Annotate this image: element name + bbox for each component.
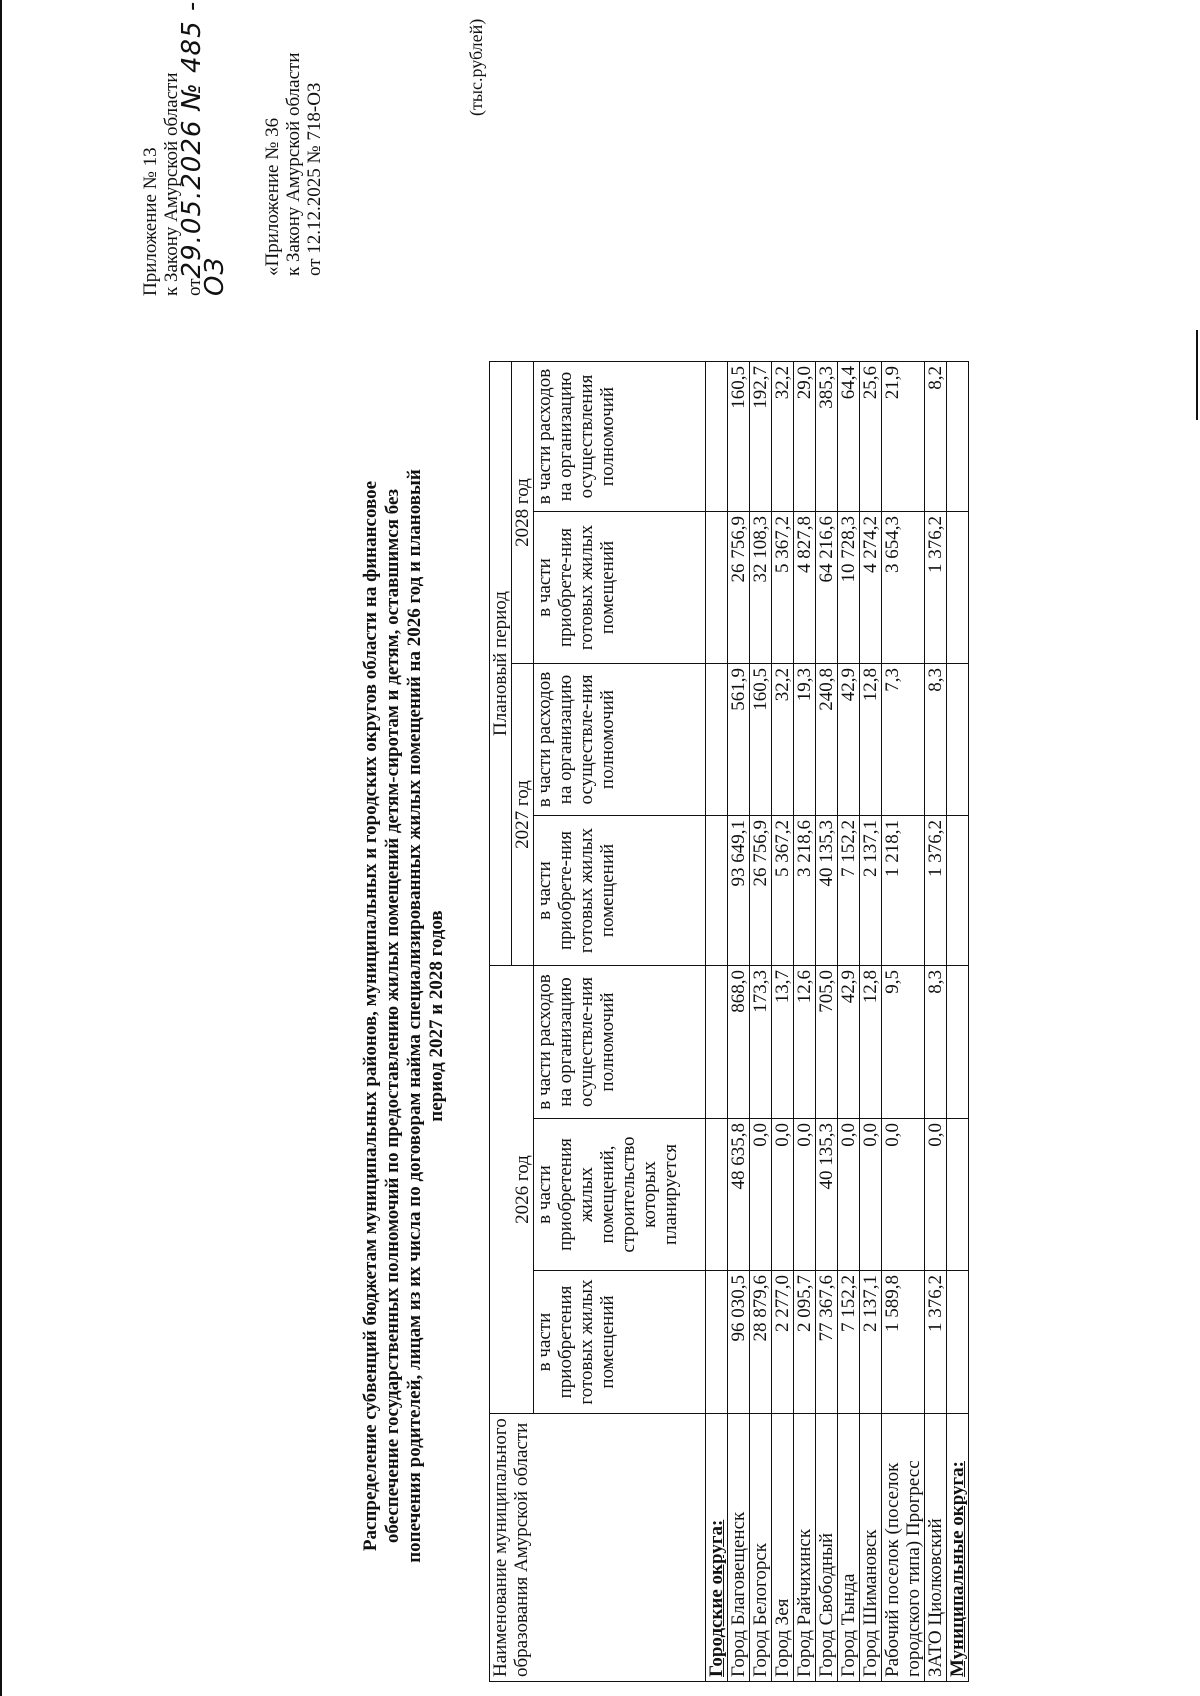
cell-value: 9,5 <box>882 966 925 1119</box>
table-row <box>882 362 925 1682</box>
cell-value: 2 277,0 <box>772 1271 794 1414</box>
cell-value: 4 827,8 <box>794 512 816 664</box>
row-name: Город Благовещенск <box>728 1414 750 1682</box>
cell-value: 26 756,9 <box>728 512 750 664</box>
row-name: Город Райчихинск <box>794 1414 816 1682</box>
table-row <box>860 362 882 1682</box>
cell-value: 2 137,1 <box>860 1271 882 1414</box>
previous-appendix-reference <box>262 53 325 277</box>
table-row <box>925 362 947 1682</box>
cell-value: 64 216,6 <box>816 512 838 664</box>
appendix-number: Приложение № 13 <box>140 147 161 296</box>
table-row <box>750 362 772 1682</box>
title-line: период 2027 и 2028 годов <box>426 910 447 1122</box>
section-row-urban <box>706 362 728 1682</box>
cell-value: 21,9 <box>882 362 925 512</box>
cell-value: 13,7 <box>772 966 794 1119</box>
prev-appendix-law: к Закону Амурской области <box>283 52 304 276</box>
cell-value: 0,0 <box>882 1119 925 1271</box>
cell-value: 8,3 <box>925 664 947 816</box>
cell-value: 7 152,2 <box>838 816 860 966</box>
cell-value: 7 152,2 <box>838 1271 860 1414</box>
cell-value: 96 030,5 <box>728 1271 750 1414</box>
cell-value: 93 649,1 <box>728 816 750 966</box>
title-line: Распределение субвенций бюджетам муниципальных районов, муниципальных и городских округов области на финансовое <box>360 480 381 1552</box>
cell-value: 64,4 <box>838 362 860 512</box>
cell-value: 0,0 <box>925 1119 947 1271</box>
document-title <box>360 396 448 1636</box>
table-row <box>838 362 860 1682</box>
row-name: Город Тында <box>838 1414 860 1682</box>
cell-value: 32 108,3 <box>750 512 772 664</box>
title-line: обеспечение государственных полномочий по предоставлению жилых помещений детям-сиротам и детям, оставшимся без <box>382 488 403 1544</box>
unit-label: (тыс.рублей) <box>466 18 486 116</box>
row-name: ЗАТО Циолковский <box>925 1414 947 1682</box>
cell-value: 2 095,7 <box>794 1271 816 1414</box>
cell-value: 1 376,2 <box>925 816 947 966</box>
header-row-years <box>490 362 512 1682</box>
cell-value: 192,7 <box>750 362 772 512</box>
table-row <box>794 362 816 1682</box>
cell-value: 10 728,3 <box>838 512 860 664</box>
table-row <box>772 362 794 1682</box>
cell-value: 160,5 <box>728 362 750 512</box>
cell-value: 19,3 <box>794 664 816 816</box>
cell-value: 160,5 <box>750 664 772 816</box>
appendix-reference <box>140 0 228 296</box>
cell-value: 12,8 <box>860 966 882 1119</box>
cell-value: 4 274,2 <box>860 512 882 664</box>
prev-appendix-date: от 12.12.2025 № 718-ОЗ <box>304 82 325 276</box>
col-2026-ready-housing: в части приобретения готовых жилых помещений <box>534 1271 706 1414</box>
cell-value: 5 367,2 <box>772 816 794 966</box>
cell-value: 28 879,6 <box>750 1271 772 1414</box>
row-name: Город Свободный <box>816 1414 838 1682</box>
cell-value: 0,0 <box>772 1119 794 1271</box>
name-column-header: Наименование муниципального образования Амурской области <box>490 1414 706 1682</box>
col-2028-organization: в части расходов на организацию осуществления полномочий <box>534 362 706 512</box>
cell-value: 12,8 <box>860 664 882 816</box>
cell-value: 0,0 <box>838 1119 860 1271</box>
planned-period-header: Плановый период <box>490 362 512 966</box>
cell-value: 40 135,3 <box>816 1119 838 1271</box>
cell-value: 1 376,2 <box>925 512 947 664</box>
col-2027-ready-housing: в части приобрете-ния готовых жилых помещений <box>534 816 706 966</box>
cell-value: 1 376,2 <box>925 1271 947 1414</box>
cell-value: 32,2 <box>772 664 794 816</box>
cell-value: 5 367,2 <box>772 512 794 664</box>
subvention-table <box>489 361 969 1682</box>
row-name: Город Шимановск <box>860 1414 882 1682</box>
cell-value: 8,3 <box>925 966 947 1119</box>
cell-value: 240,8 <box>816 664 838 816</box>
cell-value: 561,9 <box>728 664 750 816</box>
scan-edge-right <box>1196 330 1198 420</box>
cell-value: 0,0 <box>750 1119 772 1271</box>
section-row-municipal <box>947 362 969 1682</box>
cell-value: 1 218,1 <box>882 816 925 966</box>
cell-value: 32,2 <box>772 362 794 512</box>
table-row <box>728 362 750 1682</box>
cell-value: 3 218,6 <box>794 816 816 966</box>
year-2027-header: 2027 год <box>512 664 534 966</box>
row-name: Город Белогорск <box>750 1414 772 1682</box>
cell-value: 7,3 <box>882 664 925 816</box>
year-2026-header: 2026 год <box>490 966 534 1414</box>
appendix-law: к Закону Амурской области <box>161 72 182 296</box>
cell-value: 8,2 <box>925 362 947 512</box>
cell-value: 25,6 <box>860 362 882 512</box>
cell-value: 12,6 <box>794 966 816 1119</box>
cell-value: 385,3 <box>816 362 838 512</box>
scan-edge-left <box>0 0 2 1696</box>
title-line: попечения родителей, лицам из их числа по договорам найма специализированных жилых помещений на 2026 год и плановый <box>404 469 425 1563</box>
cell-value: 77 367,6 <box>816 1271 838 1414</box>
table-row <box>816 362 838 1682</box>
cell-value: 1 589,8 <box>882 1271 925 1414</box>
cell-value: 26 756,9 <box>750 816 772 966</box>
row-name: Рабочий поселок (поселок городского типа) Прогресс <box>882 1414 925 1682</box>
cell-value: 3 654,3 <box>882 512 925 664</box>
cell-value: 705,0 <box>816 966 838 1119</box>
col-2028-ready-housing: в части приобрете-ния готовых жилых помещений <box>534 512 706 664</box>
row-name: Город Зея <box>772 1414 794 1682</box>
section-label: Городские округа: <box>706 1414 728 1682</box>
appendix-date-line <box>177 0 230 296</box>
cell-value: 29,0 <box>794 362 816 512</box>
year-2028-header: 2028 год <box>512 362 534 664</box>
col-2026-construction: в части приобретения жилых помещений, строительство которых планируется <box>534 1119 706 1271</box>
cell-value: 2 137,1 <box>860 816 882 966</box>
prev-appendix-number: «Приложение № 36 <box>262 117 283 276</box>
col-2026-organization: в части расходов на организацию осуществле-ния полномочий <box>534 966 706 1119</box>
appendix-date-prefix: от <box>184 278 205 296</box>
section-label: Муниципальные округа: <box>947 1414 969 1682</box>
cell-value: 42,9 <box>838 664 860 816</box>
cell-value: 868,0 <box>728 966 750 1119</box>
cell-value: 40 135,3 <box>816 816 838 966</box>
handwritten-date: 29.05.2026 № 485 - ОЗ <box>177 0 230 296</box>
col-2027-organization: в части расходов на организацию осуществле-ния полномочий <box>534 664 706 816</box>
cell-value: 42,9 <box>838 966 860 1119</box>
cell-value: 48 635,8 <box>728 1119 750 1271</box>
cell-value: 0,0 <box>860 1119 882 1271</box>
cell-value: 173,3 <box>750 966 772 1119</box>
cell-value: 0,0 <box>794 1119 816 1271</box>
